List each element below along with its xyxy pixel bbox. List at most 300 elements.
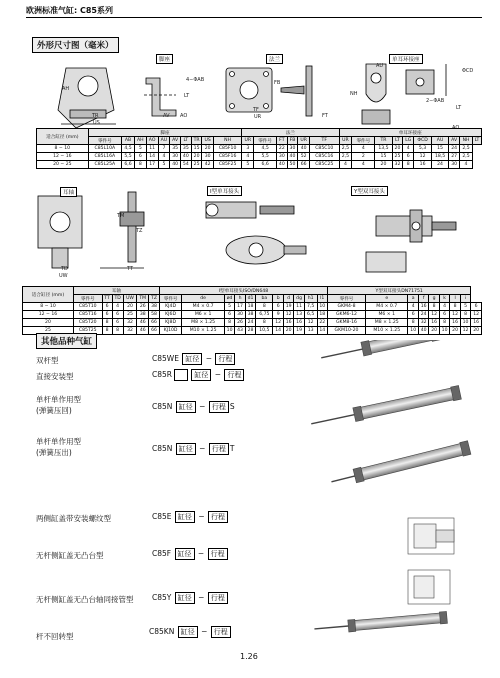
table1-cell: 35 — [181, 145, 192, 153]
table1-col-header: FB — [287, 137, 298, 145]
table2-group-trunnion: 耳轴 — [73, 287, 159, 295]
dash: − — [205, 354, 213, 363]
table1-cell: 3 — [242, 145, 254, 153]
dim-tz: TZ — [136, 228, 143, 234]
series-name-non-rotating: 杆不回转型 — [36, 632, 74, 641]
table1-col-header: TR — [375, 137, 392, 145]
bore-box: 缸径 — [175, 511, 195, 523]
table2-cell: C85T10 — [73, 303, 102, 311]
table2-cell: 25 — [23, 327, 74, 335]
series-line2: (弹簧压回) — [36, 406, 72, 415]
table1-cell: 24 — [449, 145, 460, 153]
table1-cell: C85F10 — [213, 145, 242, 153]
cylinder-non-rotating — [314, 611, 448, 635]
table2-cell: 32 — [418, 319, 428, 327]
table2-col-header: 零件号 — [159, 295, 182, 303]
model-code: C85F — [152, 549, 172, 558]
table2-cell: 10 — [317, 303, 327, 311]
table1-cell: 8 — [134, 161, 146, 169]
series-model-single-extend — [152, 443, 234, 455]
rod-eye-drawing — [206, 202, 306, 264]
table1-cell: 54 — [181, 161, 192, 169]
model-code: C85Y — [152, 593, 172, 602]
table1-cell: C85L10A — [88, 145, 121, 153]
table1-cell: 16 — [414, 161, 432, 169]
dash: − — [199, 402, 206, 411]
table2-cell: 7,5 — [304, 303, 317, 311]
table2-cell: 18 — [245, 303, 255, 311]
table2-col-header: UW — [123, 295, 137, 303]
table2-col-header: g — [429, 295, 439, 303]
table1-col-header: AH — [134, 137, 146, 145]
table1-col-header: AU — [431, 137, 448, 145]
table2-row — [23, 303, 482, 311]
dim-tt: TT — [127, 266, 134, 272]
table2-cell: 6 — [112, 319, 123, 327]
table2-cell: 16 — [471, 319, 482, 327]
bore-box: 缸径 — [178, 626, 198, 638]
table2-cell: 12 — [304, 319, 317, 327]
model-code: C85N — [152, 444, 173, 453]
table2-cell: 46 — [137, 327, 149, 335]
dim-4-ab: 4−ΦAB — [186, 77, 205, 83]
table1-cell: 4 — [460, 161, 473, 169]
table1-cell: 6,6 — [122, 161, 135, 169]
table1-cell: 27 — [449, 153, 460, 161]
label-flange: 法兰 — [266, 54, 283, 64]
label-clevis-mount: 单耳环接座 — [389, 54, 423, 64]
dim-us: US — [93, 120, 100, 126]
table1-cell: 2,5 — [339, 145, 352, 153]
series-model-both-thread — [152, 511, 229, 523]
table1-cell: C85C25 — [309, 161, 339, 169]
model-code: C85E — [152, 512, 172, 521]
bore-box: 缸径 — [176, 443, 196, 455]
table1-cell: 15 — [431, 145, 448, 153]
stroke-box: 行程 — [224, 369, 244, 381]
table1-cell: 30 — [287, 145, 298, 153]
dash: − — [214, 370, 222, 379]
series-model-single-return — [152, 401, 235, 413]
table2-cell: 12 — [273, 319, 283, 327]
cylinder-images — [300, 340, 482, 648]
dash: − — [198, 512, 205, 521]
table1-col-header: 零件号 — [254, 137, 277, 145]
table1-cell: 5,5 — [254, 153, 277, 161]
table1-cell: 12 − 16 — [37, 153, 89, 161]
table1-cell: 6,6 — [254, 161, 277, 169]
table2-cell: 22 — [317, 319, 327, 327]
table2-col-header: TD — [112, 295, 123, 303]
table1-cell: 40 — [181, 153, 192, 161]
table1-cell: 20 — [191, 153, 202, 161]
series-model-double-rod — [152, 353, 236, 365]
table2-cell: 18 — [317, 311, 327, 319]
table2-col-header: ød — [224, 295, 234, 303]
cylinder-end-threaded — [408, 518, 454, 554]
table2-cell: 16 — [418, 303, 428, 311]
table1-cell: 4,5 — [122, 145, 135, 153]
table2-cell: 8 − 10 — [23, 303, 74, 311]
table2-body — [23, 303, 482, 335]
stroke-box: 行程 — [208, 548, 228, 560]
table2-cell: 20 — [471, 327, 482, 335]
table2-row — [23, 311, 482, 319]
mounting-diagrams-middle — [26, 182, 482, 286]
table2-cell: 6,5 — [304, 311, 317, 319]
table1-cell: 4 — [158, 153, 170, 161]
table2-col-header: h1 — [304, 295, 317, 303]
header-rule — [26, 17, 482, 18]
stroke-box: 行程 — [209, 443, 229, 455]
table1-cell: 5,3 — [414, 145, 432, 153]
table2-cell: 12 — [460, 327, 470, 335]
table1-col-header: LT — [392, 137, 403, 145]
table2-cell: 8 — [408, 319, 418, 327]
table2-cell: 6 — [102, 303, 112, 311]
table1-cell: 25 — [392, 153, 403, 161]
table1-col-header: 零件号 — [352, 137, 375, 145]
table1-cell: 40 — [170, 161, 181, 169]
table2-cell: 8 — [102, 319, 112, 327]
flange-drawing — [226, 66, 312, 116]
table2-col-header: l1 — [317, 295, 327, 303]
dim-au: AU — [376, 63, 384, 69]
table1-cell: 6 — [134, 153, 146, 161]
section-other-series-title: 其他品种气缸 — [36, 333, 97, 349]
table2-cell: 38 — [245, 311, 255, 319]
table2-col-header: b — [273, 295, 283, 303]
table1-cell: 4 — [352, 161, 375, 169]
table2-cell: 10 — [408, 327, 418, 335]
table2-col-header: d — [283, 295, 293, 303]
table2-cell: 26 — [137, 303, 149, 311]
series-name-axial-port: 无杆侧缸盖无凸台轴同接管型 — [36, 595, 134, 604]
table2-cell: 38 — [137, 311, 149, 319]
table2-cell: 12 — [471, 311, 482, 319]
table2-cell: 9 — [273, 311, 283, 319]
dim-td: TD — [61, 266, 68, 272]
table2-cell: 8 — [224, 319, 234, 327]
table2-cell: 20 — [23, 319, 74, 327]
table1-row — [37, 161, 482, 169]
table1-cell: C85F25 — [213, 161, 242, 169]
table2-cell: 66 — [149, 327, 160, 335]
series-name-direct: 直接安装型 — [36, 372, 74, 381]
page-header-title: 欧洲标准气缸: C85系列 — [26, 6, 113, 15]
dim-tr: TR — [92, 113, 99, 119]
table2-cell: 20 — [283, 327, 293, 335]
table2-cell: 12 — [429, 311, 439, 319]
table2-cell: C85T25 — [73, 327, 102, 335]
table2-cell: 58 — [149, 311, 160, 319]
table2-cell: 30 — [235, 311, 245, 319]
table1-col-header: AB — [122, 137, 135, 145]
table2-col-header: ba — [256, 295, 273, 303]
clevis-y-drawing — [366, 210, 456, 272]
stroke-box: 行程 — [208, 592, 228, 604]
table2-cell: 6 — [102, 311, 112, 319]
table2-cell: 19 — [283, 303, 293, 311]
table2-cell: M4 × 0.7 — [182, 303, 224, 311]
trunnion-drawing — [38, 192, 144, 268]
table2-cell: 26 — [235, 319, 245, 327]
table1-cell: 4 — [352, 145, 375, 153]
table2-col-header: 零件号 — [73, 295, 102, 303]
dash: − — [197, 549, 205, 558]
table2-cell: 4 — [408, 303, 418, 311]
table1-cell: 18,5 — [431, 153, 448, 161]
table1-cell: 66 — [298, 161, 310, 169]
table2-cell: 24 — [245, 319, 255, 327]
table2-cell: 10,5 — [256, 327, 273, 335]
table1-col-header: AU — [158, 137, 170, 145]
table2-cell: 14 — [273, 327, 283, 335]
table2-cell: 32 — [123, 319, 137, 327]
dim-tf: TF — [253, 107, 259, 113]
table2-cell: 24 — [418, 311, 428, 319]
table1-cell: 52 — [298, 153, 310, 161]
table2-cell: 25 — [123, 311, 137, 319]
table1-col-header: FT — [277, 137, 288, 145]
cylinder-double-rod — [320, 340, 470, 365]
table1-cell: C85C10 — [309, 145, 339, 153]
dim-lt: LT — [184, 93, 190, 99]
dim-cd: ΦCD — [462, 68, 474, 74]
series-name-both-thread: 两侧缸盖带安装螺纹型 — [36, 514, 111, 523]
table1-cell: 32 — [392, 161, 403, 169]
table2-cell: 13 — [304, 327, 317, 335]
stroke-box: 行程 — [211, 626, 231, 638]
table2-cell: M6 × 1 — [366, 311, 408, 319]
series-name-double-rod: 双杆型 — [36, 356, 59, 365]
series-model-axial-port — [152, 592, 229, 604]
cylinder-no-boss — [408, 570, 450, 604]
table2-cell: C85T20 — [73, 319, 102, 327]
label-foot-mount: 脚座 — [156, 54, 173, 64]
dash: − — [201, 627, 208, 636]
blank-box — [174, 369, 188, 381]
table2-bore-header: 适合缸径 (mm) — [23, 287, 74, 303]
table2-cell: GKM8-16 — [327, 319, 365, 327]
table1-group-foot: 脚座 — [88, 129, 242, 137]
table2-cell: 6 — [471, 303, 482, 311]
model-code: C85KN — [149, 627, 175, 636]
table2-cell: 40 — [418, 327, 428, 335]
table2-cell: 14 — [317, 327, 327, 335]
cylinder-single-extend — [330, 441, 471, 489]
table2-cell: M8 × 1.25 — [182, 319, 224, 327]
bore-box: 缸径 — [191, 369, 211, 381]
page-number: 1.26 — [240, 652, 258, 661]
table2-cell: GKM4-8 — [327, 303, 365, 311]
table1-cell: 2 — [352, 153, 375, 161]
label-rod-clevis: Y型双耳接头 — [351, 186, 388, 196]
table2-cell: 8 — [112, 327, 123, 335]
table2-cell: 6 — [224, 311, 234, 319]
table2-col-header: TM — [137, 295, 149, 303]
table2-cell: 16 — [450, 319, 460, 327]
table2-cell: 6 — [112, 311, 123, 319]
table1-col-header: UR — [339, 137, 352, 145]
table1-col-header: NH — [460, 137, 473, 145]
table2-col-header: d1 — [245, 295, 255, 303]
table1-cell: 7 — [158, 145, 170, 153]
table2-col-header: 零件号 — [327, 295, 365, 303]
table1-cell: 8 − 10 — [37, 145, 89, 153]
table2-cell: 10 — [439, 327, 449, 335]
dim-ah: AH — [62, 86, 70, 92]
table1-cell: 4 — [403, 145, 414, 153]
table2-cell: M10 × 1.25 — [366, 327, 408, 335]
table1-cell: 20 − 25 — [37, 161, 89, 169]
dim-ur: UR — [254, 114, 262, 120]
table2-cell: 4 — [439, 303, 449, 311]
table1-col-header: TF — [309, 137, 339, 145]
table2-cell: KJ4D — [159, 303, 182, 311]
table2-cell: 20 — [123, 303, 137, 311]
table1-cell: 5 — [158, 161, 170, 169]
dim-fb: FB — [274, 80, 281, 86]
bore-box: 缸径 — [175, 548, 195, 560]
table2-cell: M10 × 1.25 — [182, 327, 224, 335]
table2-cell: 43 — [235, 327, 245, 335]
foot-mount-drawing — [54, 68, 176, 130]
label-trunnion: 耳轴 — [60, 187, 77, 197]
table2-cell: 8 — [450, 303, 460, 311]
table1-cell: 25 — [191, 161, 202, 169]
table1-col-header: UR — [298, 137, 310, 145]
model-code: C85N — [152, 402, 173, 411]
table2-col-header: a — [408, 295, 418, 303]
table1-cell: 15 — [375, 153, 392, 161]
table2-cell: 12 − 16 — [23, 311, 74, 319]
table1-cell: 24 — [431, 161, 448, 169]
table1-cell: 30 — [202, 153, 213, 161]
bore-box: 缸径 — [176, 401, 196, 413]
table1-col-header: US — [202, 137, 213, 145]
table2-cell: 16 — [294, 319, 304, 327]
table2-cell: M6 × 1 — [182, 311, 224, 319]
table2-col-header: de — [182, 295, 224, 303]
table1-cell: 2,5 — [339, 153, 352, 161]
dim-ft: FT — [322, 113, 328, 119]
table1-cell: 40 — [287, 153, 298, 161]
table1-cell: 35 — [170, 145, 181, 153]
table2-cell: 38 — [149, 303, 160, 311]
table2-col-header: TT — [102, 295, 112, 303]
table2-cell: 16 — [429, 319, 439, 327]
table1-col-header: AO — [146, 137, 158, 145]
table2-col-header: l — [450, 295, 460, 303]
table2-col-header: e — [366, 295, 408, 303]
section-dimensions-title: 外形尺寸图（毫米） — [32, 37, 119, 53]
table2-cell: 5 — [224, 303, 234, 311]
series-model-direct — [152, 369, 245, 381]
table1-cell: 8 — [403, 161, 414, 169]
table1-cell: 30 — [277, 153, 288, 161]
table1-cell: 2,5 — [460, 145, 473, 153]
stroke-box: 行程 — [215, 353, 235, 365]
table1-cell: 22 — [277, 145, 288, 153]
table2-cell: 6 — [439, 311, 449, 319]
table1-body — [37, 145, 482, 169]
table1-col-header: ΦCD — [414, 137, 432, 145]
table1-cell: 17 — [146, 161, 158, 169]
table1-row — [37, 145, 482, 153]
series-line1: 单杆单作用型 — [36, 437, 81, 446]
table2-cell: 16 — [283, 319, 293, 327]
table2-cell: 8 — [429, 303, 439, 311]
table1-cell: C85F16 — [213, 153, 242, 161]
table1-col-header: LG — [403, 137, 414, 145]
table-mounts-2 — [22, 286, 482, 335]
table1-cell: 5 — [242, 161, 254, 169]
stroke-box: 行程 — [208, 511, 228, 523]
table2-cell: 20 — [450, 327, 460, 335]
series-line1: 单杆单作用型 — [36, 395, 81, 404]
stroke-box: 行程 — [209, 401, 229, 413]
table1-col-header: 零件号 — [88, 137, 121, 145]
table1-cell: 4 — [242, 153, 254, 161]
table2-cell: 6 — [408, 311, 418, 319]
table2-cell: 17 — [235, 303, 245, 311]
table-mounts-1 — [36, 128, 482, 169]
table1-cell: 30 — [170, 153, 181, 161]
model-code: C85WE — [152, 354, 179, 363]
dash: − — [199, 444, 206, 453]
table1-row — [37, 153, 482, 161]
table1-col-header: AV — [170, 137, 181, 145]
series-model-non-rotating — [149, 626, 232, 638]
table1-col-header: LT — [181, 137, 192, 145]
table1-cell: 11 — [146, 145, 158, 153]
table1-cell: 5,5 — [122, 153, 135, 161]
model-code: C85R — [152, 370, 172, 379]
table2-cell: KJ8D — [159, 319, 182, 327]
table2-cell: 32 — [123, 327, 137, 335]
table2-cell: 19 — [294, 327, 304, 335]
table1-col-header: NH — [213, 137, 242, 145]
table2-cell: 20 — [429, 327, 439, 335]
table2-cell: GKM10-20 — [327, 327, 365, 335]
table2-col-header: TZ — [149, 295, 160, 303]
dim-nh: NH — [350, 91, 358, 97]
dash: − — [198, 593, 205, 602]
table1-cell: 6 — [403, 153, 414, 161]
table1-col-header: UR — [242, 137, 254, 145]
table1-cell: 30 — [449, 161, 460, 169]
table2-col-header: h — [235, 295, 245, 303]
table2-cell: 8 — [256, 303, 273, 311]
series-name-single-return — [36, 394, 81, 416]
table2-group-rod-eye: I型单耳接头ISO/DN648 — [159, 287, 327, 295]
table2-cell: 28 — [245, 327, 255, 335]
cylinder-single-return — [310, 385, 462, 430]
dim-lt-2: LT — [456, 105, 462, 111]
bore-box: 缸径 — [175, 592, 195, 604]
table1-col-header: TR — [191, 137, 202, 145]
table2-cell: 11 — [294, 303, 304, 311]
table2-cell: 5 — [460, 303, 470, 311]
table2-cell: M8 × 1.25 — [366, 319, 408, 327]
table1-cell: 12 — [414, 153, 432, 161]
table2-cell: KJ6D — [159, 311, 182, 319]
table1-cell: C85L25A — [88, 161, 121, 169]
table1-cell: 2,5 — [460, 153, 473, 161]
table2-cell: 13 — [294, 311, 304, 319]
table2-col-header: f — [418, 295, 428, 303]
